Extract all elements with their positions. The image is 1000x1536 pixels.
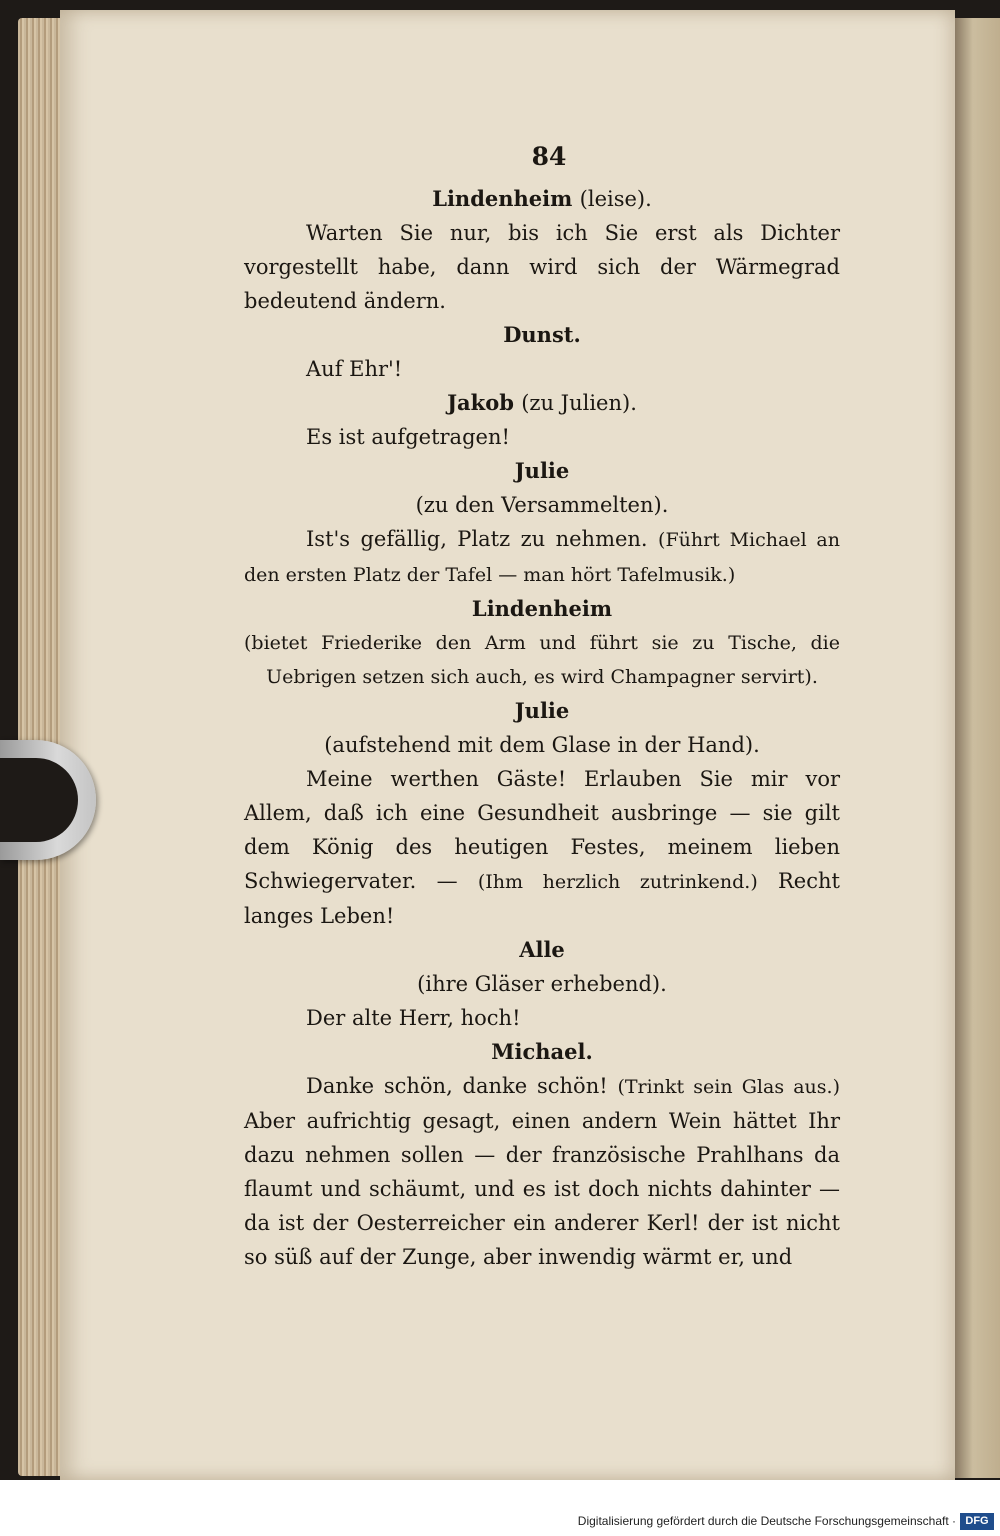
dialogue-paragraph: Auf Ehr'! bbox=[306, 357, 403, 381]
speaker-heading: Alle bbox=[519, 937, 565, 962]
speaker-name: Jakob bbox=[447, 390, 514, 415]
inline-stage-direction: (Führt Michael an den ersten Platz der Tafel — man hört Tafelmusik.) bbox=[244, 529, 840, 586]
dfg-logo: DFG bbox=[960, 1513, 994, 1530]
dialogue-paragraph: Der alte Herr, hoch! bbox=[306, 1006, 521, 1030]
speaker-heading bbox=[244, 182, 840, 216]
dialogue-paragraph bbox=[244, 1069, 840, 1274]
dialogue-text-tail: Aber aufrichtig gesagt, einen andern Wein hättet Ihr dazu nehmen sollen — der französische Prahlhans da flaumt und schäumt, und es ist doch nichts dahinter — da ist der Oesterreicher ein anderer Kerl! der ist nicht so süß auf der Zunge, aber inwendig wärmt er, und bbox=[244, 1109, 840, 1269]
stage-direction: (aufstehend mit dem Glase in der Hand). bbox=[324, 733, 760, 757]
footer-bar bbox=[0, 1480, 1000, 1536]
page-number: 84 bbox=[531, 142, 567, 171]
speaker-heading: Michael. bbox=[491, 1039, 593, 1064]
page-text bbox=[244, 140, 840, 1274]
stage-direction: (ihre Gläser erhebend). bbox=[417, 972, 667, 996]
stage-direction: (zu den Versammelten). bbox=[415, 493, 669, 517]
dialogue-text: Meine werthen Gäste! Erlauben Sie mir vor Allem, daß ich eine Gesundheit ausbringe — sie gilt dem König des heutigen Festes, meinem lieben Schwiegervater. — bbox=[244, 767, 840, 893]
dialogue-paragraph bbox=[244, 762, 840, 933]
dialogue-text-tail: Recht langes Leben! bbox=[244, 869, 840, 928]
funding-credit: Digitalisierung gefördert durch die Deutsche Forschungsgemeinschaft · bbox=[577, 1514, 956, 1528]
dialogue-text: Danke schön, danke schön! bbox=[306, 1074, 608, 1098]
dialogue-paragraph: Es ist aufgetragen! bbox=[306, 425, 510, 449]
speaker-heading: Dunst. bbox=[503, 322, 581, 347]
speaker-note: (leise). bbox=[579, 187, 652, 211]
stage-direction: (bietet Friederike den Arm und führt sie zu Tische, die Uebrigen setzen sich auch, es wird Champagner servirt). bbox=[244, 632, 840, 688]
speaker-heading: Julie bbox=[514, 458, 570, 483]
facing-page-edge bbox=[955, 18, 1000, 1478]
inline-stage-direction: (Ihm herzlich zutrinkend.) bbox=[477, 871, 758, 893]
speaker-name: Lindenheim bbox=[432, 186, 573, 211]
speaker-note: (zu Julien). bbox=[521, 391, 637, 415]
speaker-heading bbox=[244, 386, 840, 420]
dialogue-paragraph: Warten Sie nur, bis ich Sie erst als Dichter vorgestellt habe, dann wird sich der Wärmegrad bedeutend ändern. bbox=[244, 221, 840, 313]
speaker-heading: Lindenheim bbox=[471, 596, 613, 621]
dialogue-text: Ist's gefällig, Platz zu nehmen. bbox=[306, 527, 648, 551]
speaker-heading: Julie bbox=[514, 698, 570, 723]
inline-stage-direction: (Trinkt sein Glas aus.) bbox=[617, 1076, 840, 1098]
dialogue-paragraph bbox=[244, 522, 840, 592]
